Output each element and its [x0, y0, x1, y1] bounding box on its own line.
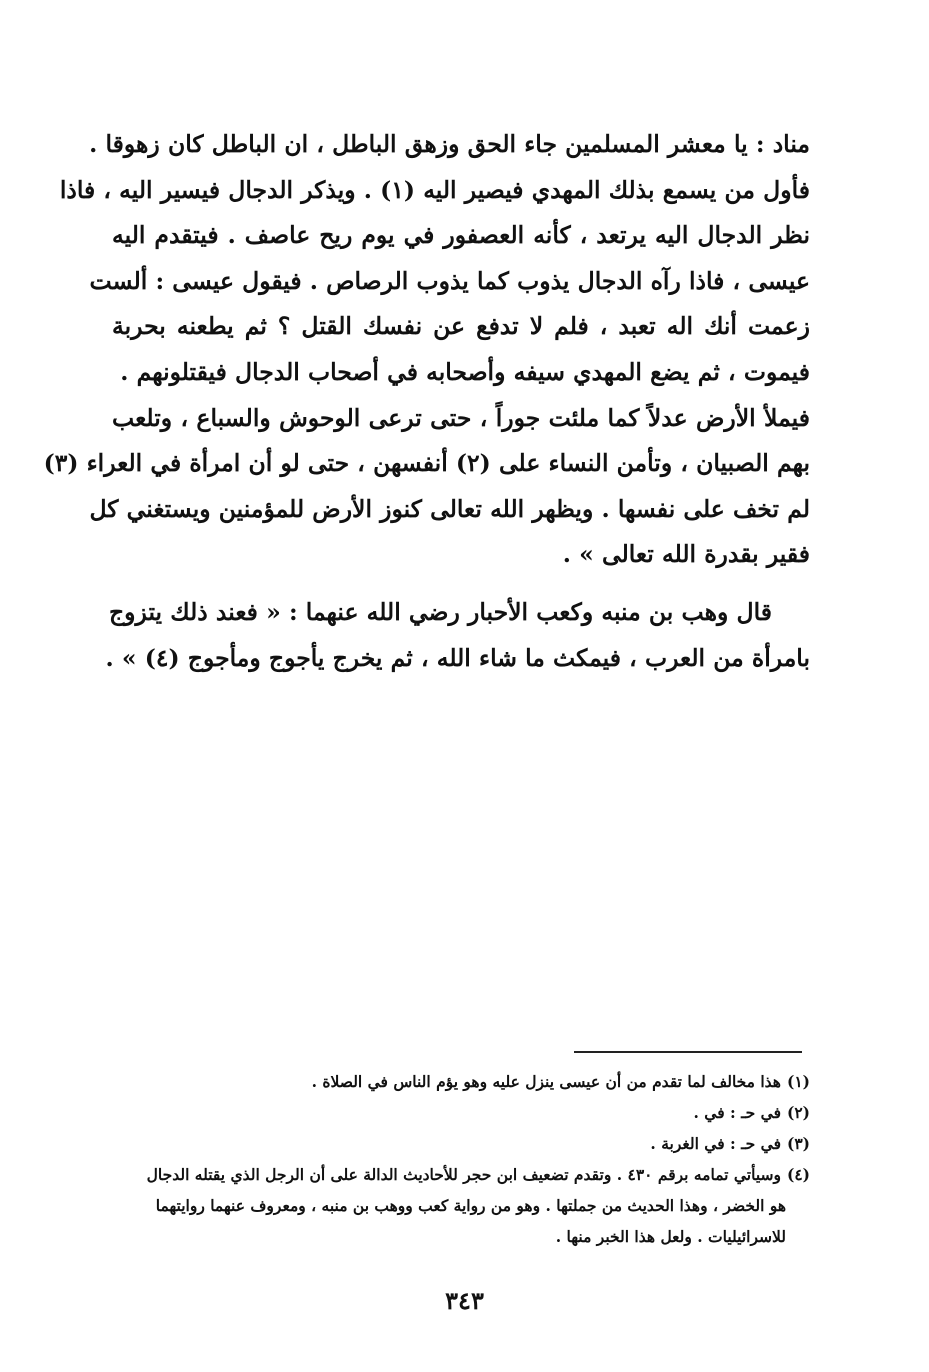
text-line: بامرأة من العرب ، فيمكث ما شاء الله ، ثم يخرج يأجوج ومأجوج (٤) » . [105, 643, 810, 672]
text-line: عيسى ، فاذا رآه الدجال يذوب كما يذوب الرصاص . فيقول عيسى : ألست [89, 266, 810, 295]
text-line: فيموت ، ثم يضع المهدي سيفه وأصحابه في أصحاب الدجال فيقتلونهم . [120, 357, 810, 386]
text-line: لم تخف على نفسها . ويظهر الله تعالى كنوز الأرض للمؤمنين ويستغني كل [89, 494, 810, 523]
footnote-continuation: للاسرائيليات . ولعل هذا الخبر منها . [555, 1227, 786, 1246]
footnote-text: في حـ : في الغربة . [650, 1134, 781, 1153]
text-line: فقير بقدرة الله تعالى » . [562, 540, 810, 569]
page-number: ٣٤٣ [445, 1286, 484, 1315]
text-line: زعمت أنك اله تعبد ، فلم لا تدفع عن نفسك القتل ؟ ثم يطعنه بحربة [112, 312, 810, 341]
footnote [110, 1128, 810, 1159]
footnote-number: (١) [786, 1072, 810, 1091]
footnote-continuation: هو الخضر ، وهذا الحديث من جملتها . وهو من رواية كعب ووهب بن منبه ، ومعروف عنهما روايتهما [155, 1196, 786, 1215]
footnote-number: (٢) [786, 1103, 810, 1122]
footnote-text: في حـ : في . [693, 1103, 781, 1122]
footnote-divider [574, 1051, 802, 1053]
footnotes [110, 1066, 810, 1252]
text-line: نظر الدجال اليه يرتعد ، كأنه العصفور في يوم ريح عاصف . فيتقدم اليه [112, 221, 810, 250]
footnote-text: وسيأتي تمامه برقم ٤٣٠ . وتقدم تضعيف ابن حجر للأحاديث الدالة على أن الرجل الذي يقتله الدجال [146, 1165, 781, 1184]
text-line: بهم الصبيان ، وتأمن النساء على (٢) أنفسهن ، حتى لو أن امرأة في العراء (٣) [43, 449, 810, 478]
text-line: مناد : يا معشر المسلمين جاء الحق وزهق الباطل ، ان الباطل كان زهوقا . [89, 130, 810, 158]
footnote [110, 1159, 810, 1190]
footnote [110, 1097, 810, 1128]
text-line: فيملأ الأرض عدلاً كما ملئت جوراً ، حتى ترعى الوحوش والسباع ، وتلعب [112, 403, 810, 432]
main-text [43, 122, 810, 681]
paragraph-gap [112, 578, 810, 590]
footnote [110, 1066, 810, 1097]
text-line: قال وهب بن منبه وكعب الأحبار رضي الله عنهما : « فعند ذلك يتزوج [108, 597, 772, 626]
footnote-number: (٤) [786, 1165, 810, 1184]
footnote-text: هذا مخالف لما تقدم من أن عيسى ينزل عليه وهو يؤم الناس في الصلاة . [311, 1072, 781, 1091]
text-line: فأول من يسمع بذلك المهدي فيصير اليه (١) . ويذكر الدجال فيسير اليه ، فاذا [59, 175, 810, 204]
footnote-number: (٣) [786, 1134, 810, 1153]
